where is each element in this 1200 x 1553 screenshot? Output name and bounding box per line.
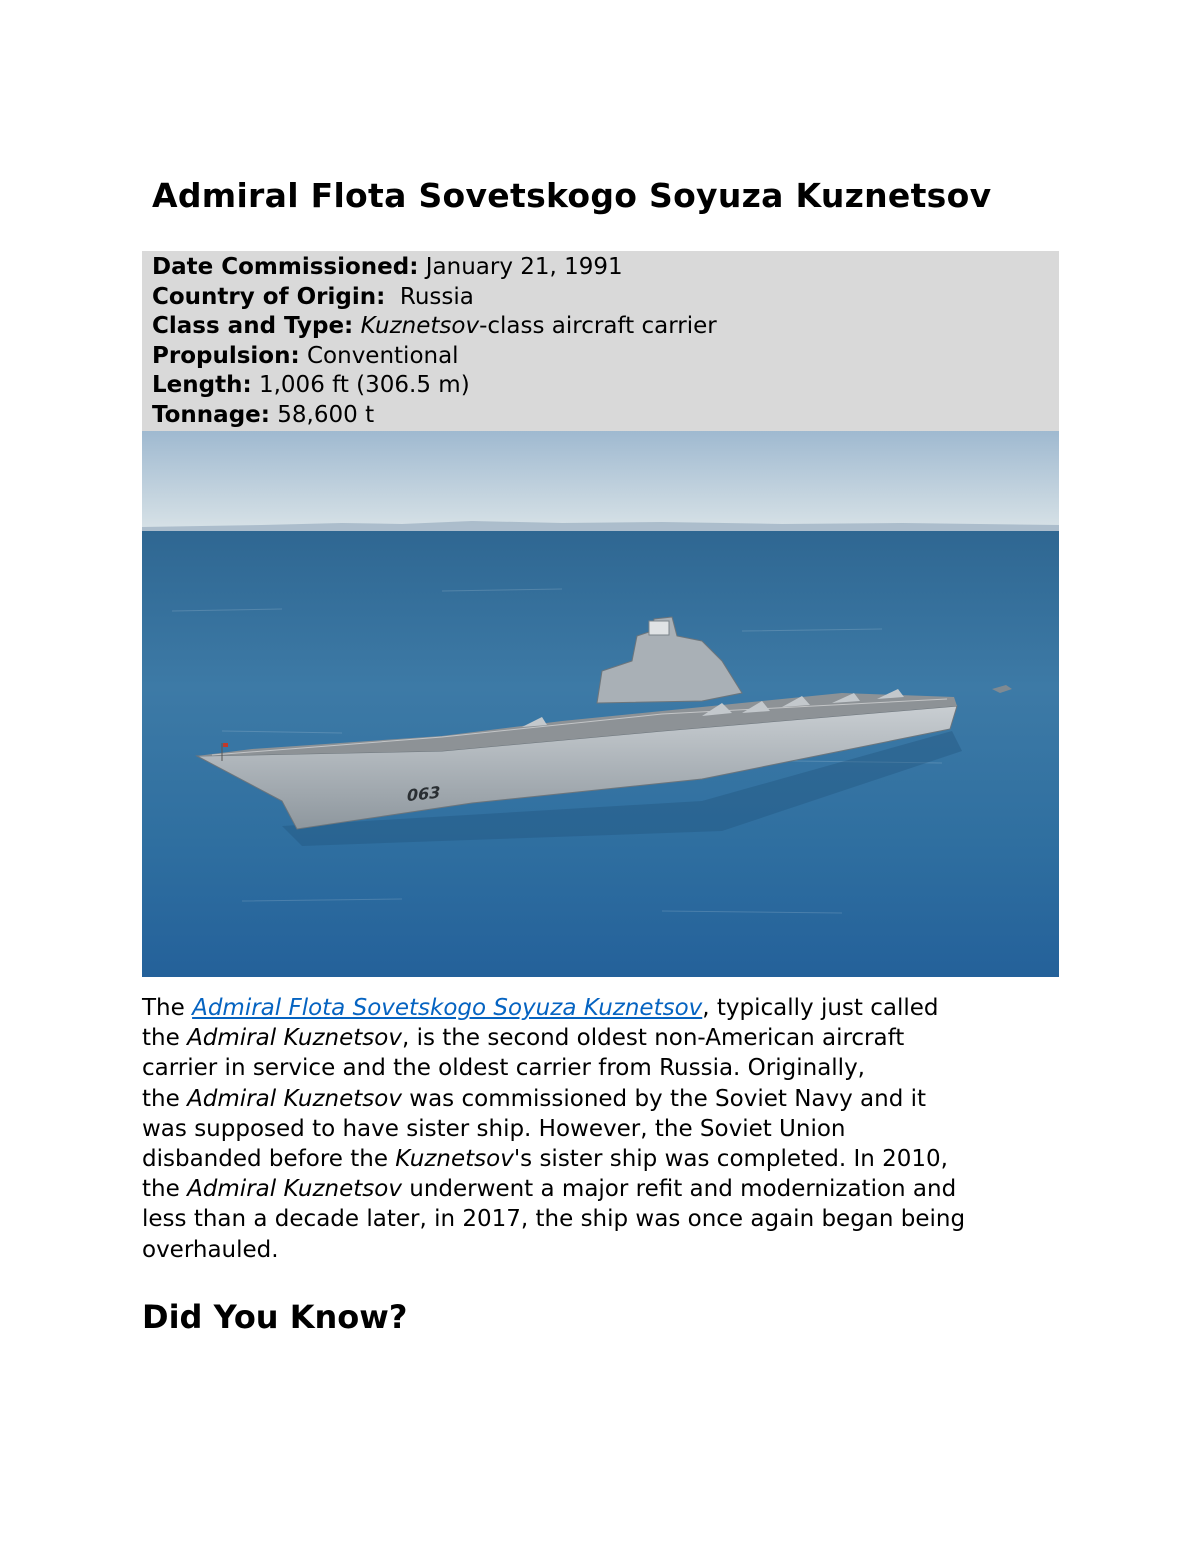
- fact-label: Class and Type:: [152, 313, 354, 340]
- fact-label: Length:: [152, 372, 252, 399]
- body-line: less than a decade later, in 2017, the ship was once again began being: [142, 1206, 966, 1233]
- body-line: carrier in service and the oldest carrier from Russia. Originally,: [142, 1055, 865, 1082]
- fact-value: Conventional: [299, 342, 459, 369]
- body-line: [142, 1144, 1072, 1174]
- body-text: The: [142, 995, 193, 1021]
- body-text: the: [142, 1025, 188, 1052]
- body-text: was commissioned by the Soviet Navy and it: [401, 1085, 927, 1112]
- body-italic: Admiral Kuznetsov: [187, 1025, 402, 1052]
- fact-tonnage: [152, 401, 1059, 431]
- fact-label: Country of Origin:: [152, 283, 386, 310]
- body-text: underwent a major refit and modernization and: [401, 1176, 957, 1203]
- hull-number: 063: [407, 782, 441, 806]
- facts-box: [142, 251, 1059, 431]
- body-line: [142, 993, 1072, 1023]
- body-line: [142, 1023, 1072, 1053]
- body-line: was supposed to have sister ship. However, the Soviet Union: [142, 1115, 846, 1142]
- fact-value: 58,600 t: [269, 401, 375, 428]
- body-line: [142, 1174, 1072, 1204]
- fact-commissioned: [152, 253, 1059, 283]
- body-italic: Admiral Kuznetsov: [187, 1176, 402, 1203]
- fact-class-type: [152, 312, 1059, 342]
- body-text: the: [142, 1176, 188, 1203]
- body-line: [142, 1084, 1072, 1114]
- ship-article-link[interactable]: Admiral Flota Sovetskogo Soyuza Kuznetsov: [192, 995, 703, 1021]
- fact-label: Propulsion:: [152, 342, 300, 369]
- ship-photo: [142, 431, 1059, 977]
- body-text: , typically just called: [702, 995, 939, 1021]
- body-italic: Kuznetsov: [395, 1146, 514, 1173]
- body-italic: Admiral Kuznetsov: [187, 1085, 402, 1112]
- section-heading: Did You Know?: [142, 1298, 408, 1336]
- fact-value: Russia: [385, 283, 474, 310]
- body-text: 's sister ship was completed. In 2010,: [513, 1146, 948, 1173]
- body-text: the: [142, 1085, 188, 1112]
- body-paragraph: [142, 993, 1072, 1265]
- fact-value-italic: Kuznetsov: [360, 313, 480, 340]
- fact-value: -class aircraft carrier: [479, 313, 717, 340]
- fact-length: [152, 371, 1059, 401]
- body-text: disbanded before the: [142, 1146, 396, 1173]
- fact-value: January 21, 1991: [418, 254, 623, 280]
- fact-propulsion: [152, 342, 1059, 372]
- fact-label: Tonnage:: [152, 401, 270, 428]
- fact-value: 1,006 ft (306.5 m): [251, 372, 470, 399]
- fact-country: [152, 283, 1059, 313]
- page-title: Admiral Flota Sovetskogo Soyuza Kuznetsov: [152, 176, 992, 215]
- body-text: , is the second oldest non-American aircraft: [401, 1025, 905, 1052]
- fact-label: Date Commissioned:: [152, 254, 419, 280]
- body-line: overhauled.: [142, 1236, 279, 1263]
